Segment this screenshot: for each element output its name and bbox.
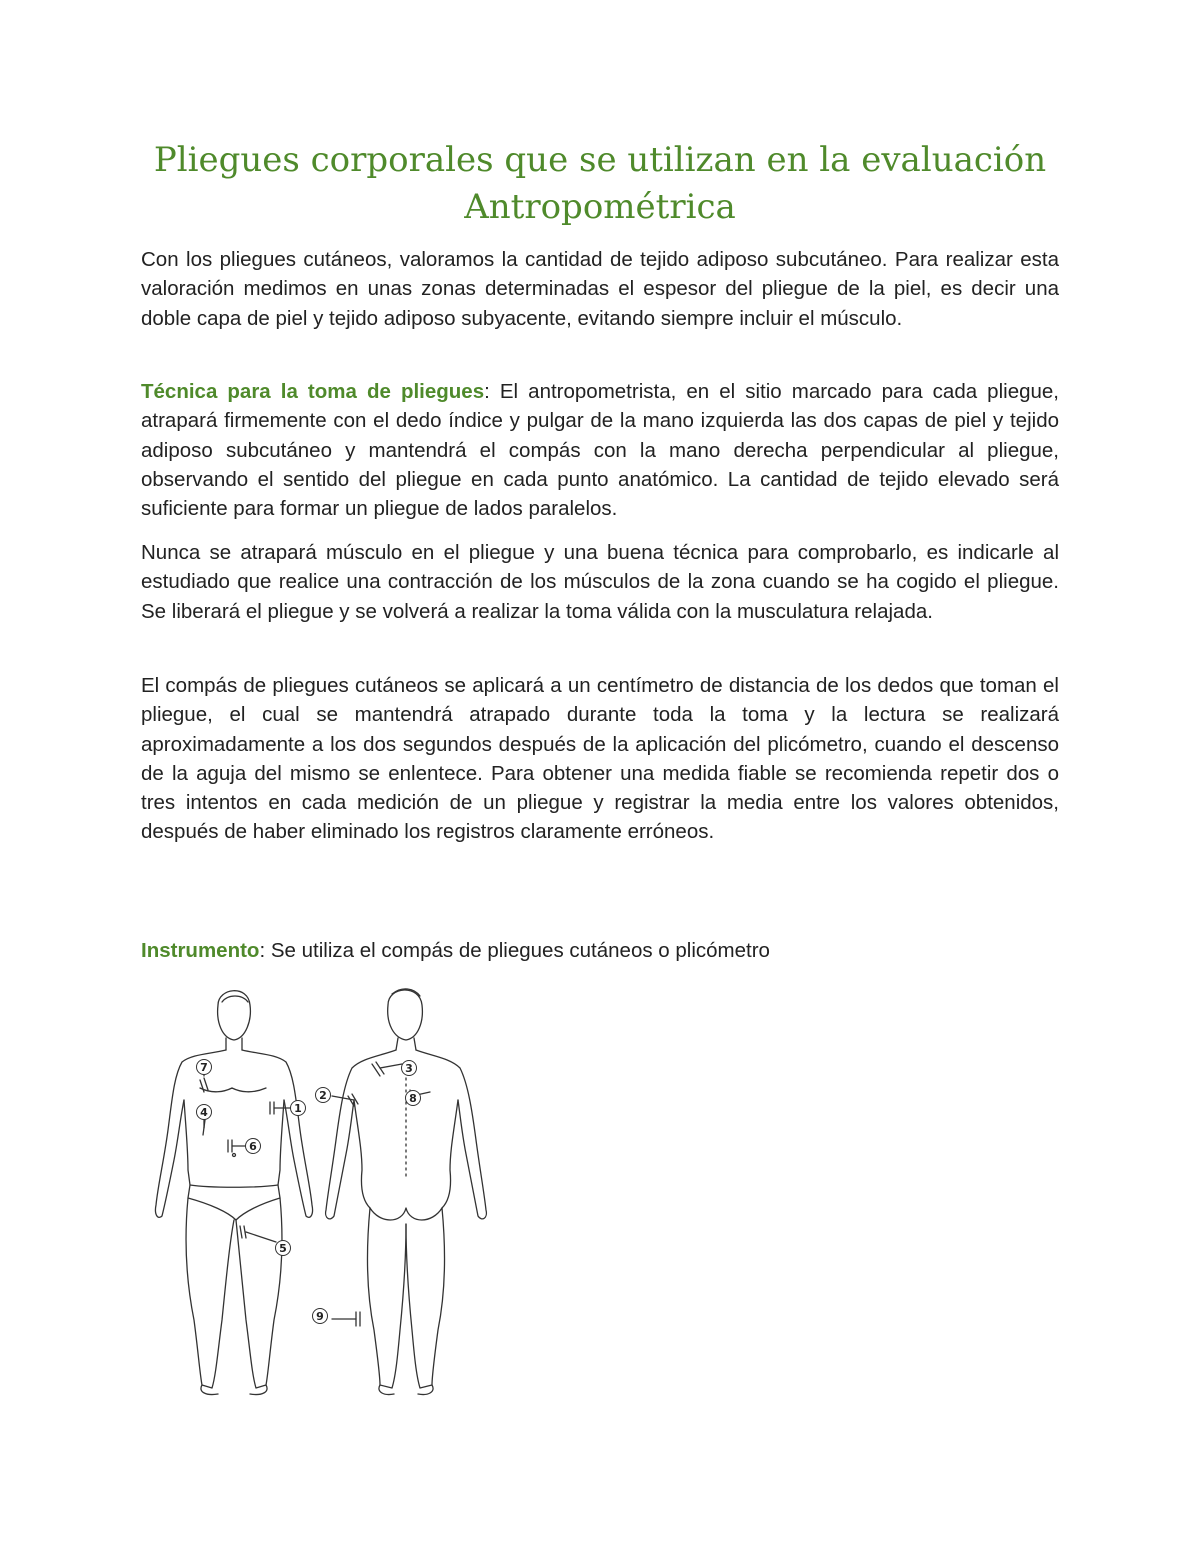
site-3-mark bbox=[372, 1062, 384, 1076]
marker-8 bbox=[406, 1091, 421, 1106]
body-diagram bbox=[140, 980, 490, 1402]
marker-5 bbox=[276, 1241, 291, 1256]
caliper-paragraph: El compás de pliegues cutáneos se aplicará a un centímetro de distancia de los dedos que toman el pliegue, el cual se mantendrá atrapado durante toda la toma y la lectura se realizará aproximadamente a los dos segundos después de la aplicación del plicómetro, cuando el descenso de la aguja del mismo se enlentece. Para obtener una medida fiable se recomienda repetir dos o tres intentos en cada medición de un pliegue y registrar la media entre los valores obtenidos, después de haber eliminado los registros claramente erróneos. bbox=[141, 674, 1059, 844]
svg-text:6: 6 bbox=[249, 1140, 257, 1153]
site-5-mark bbox=[240, 1226, 246, 1238]
title-line-2: Antropométrica bbox=[464, 187, 736, 227]
marker-1 bbox=[291, 1101, 306, 1116]
technique-paragraph bbox=[141, 377, 1059, 523]
technique-label: Técnica para la toma de pliegues bbox=[141, 380, 485, 403]
intro-paragraph: Con los pliegues cutáneos, valoramos la cantidad de tejido adiposo subcutáneo. Para realizar esta valoración medimos en unas zonas determinadas el espesor del pliegue de la piel, es decir una doble capa de piel y tejido adiposo subyacente, evitando siempre incluir el músculo. bbox=[141, 248, 1059, 330]
svg-text:7: 7 bbox=[200, 1061, 208, 1074]
svg-text:4: 4 bbox=[200, 1106, 208, 1119]
svg-text:9: 9 bbox=[316, 1310, 324, 1323]
page-title bbox=[140, 137, 1060, 231]
svg-text:2: 2 bbox=[319, 1089, 327, 1102]
back-body-figure bbox=[326, 989, 487, 1395]
marker-4 bbox=[197, 1105, 212, 1120]
technique-text: : El antropometrista, en el sitio marcado para cada pliegue, atrapará firmemente con el dedo índice y pulgar de la mano izquierda las dos capas de piel y tejido adiposo subcutáneo y mantendrá el compás con la mano derecha perpendicular al pliegue, observando el sentido del pliegue en cada punto anatómico. La cantidad de tejido elevado será suficiente para formar un pliegue de lados paralelos. bbox=[141, 380, 1059, 521]
svg-text:1: 1 bbox=[294, 1102, 302, 1115]
svg-text:8: 8 bbox=[409, 1092, 417, 1105]
instrument-text: : Se utiliza el compás de pliegues cutáneos o plicómetro bbox=[259, 939, 770, 962]
marker-6 bbox=[246, 1139, 261, 1154]
marker-9 bbox=[313, 1309, 328, 1324]
muscle-paragraph: Nunca se atrapará músculo en el pliegue y una buena técnica para comprobarlo, es indicarle al estudiado que realice una contracción de los músculos de la zona cuando se ha cogido el pliegue. Se liberará el pliegue y se volverá a realizar la toma válida con la musculatura relajada. bbox=[141, 541, 1059, 623]
skinfold-sites-figure bbox=[140, 980, 490, 1402]
svg-text:5: 5 bbox=[279, 1242, 287, 1255]
svg-text:3: 3 bbox=[405, 1062, 413, 1075]
marker-2 bbox=[316, 1088, 331, 1103]
marker-3 bbox=[402, 1061, 417, 1076]
instrument-label: Instrumento bbox=[141, 939, 260, 962]
instrument-paragraph bbox=[141, 936, 1059, 965]
marker-7 bbox=[197, 1060, 212, 1075]
title-line-1: Pliegues corporales que se utilizan en la evaluación bbox=[153, 140, 1047, 180]
front-body-figure bbox=[155, 991, 312, 1395]
